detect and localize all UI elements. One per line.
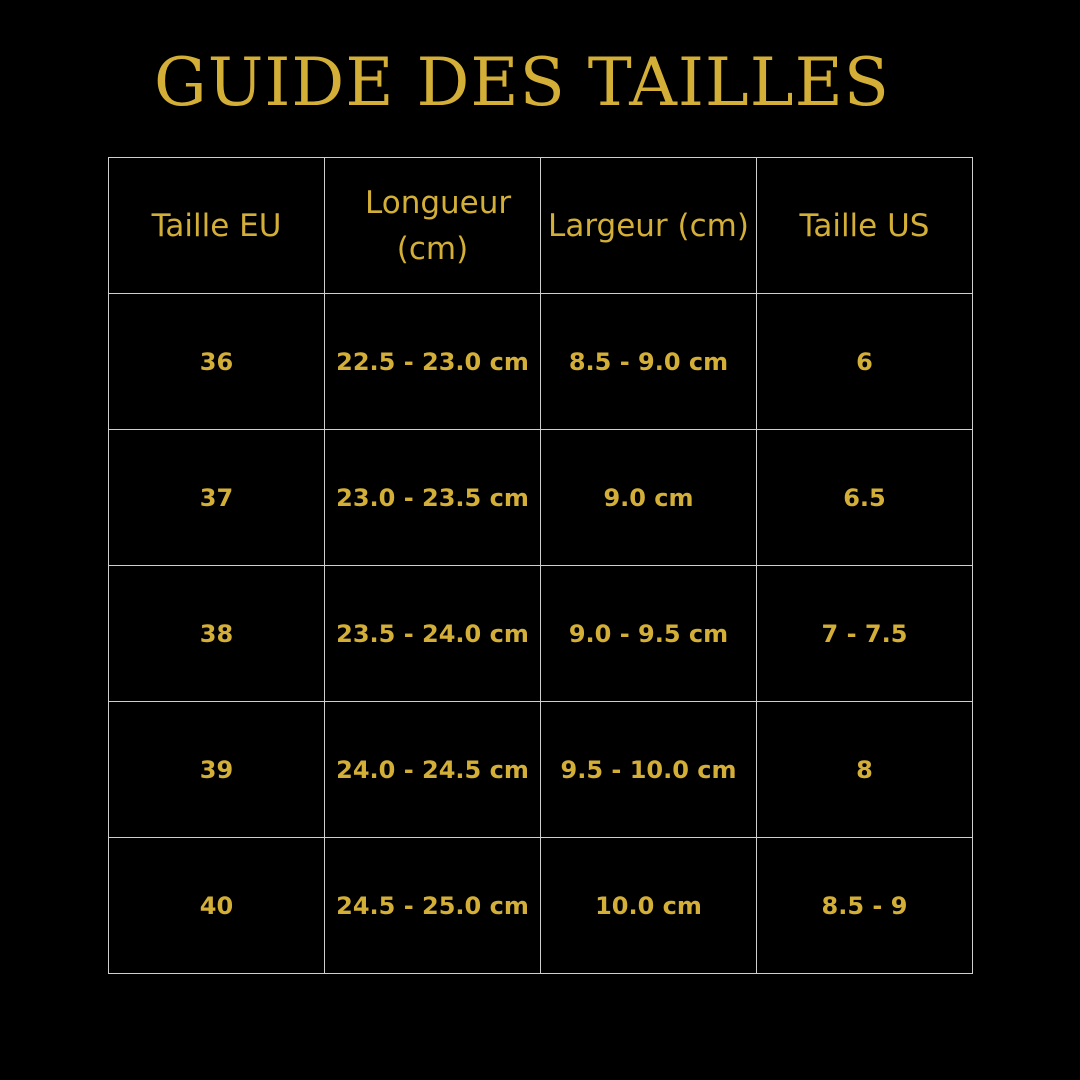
cell-taille-us: 8.5 - 9 (757, 838, 973, 974)
cell-largeur: 9.0 - 9.5 cm (541, 566, 757, 702)
cell-taille-eu: 39 (109, 702, 325, 838)
cell-taille-eu: 38 (109, 566, 325, 702)
cell-taille-eu: 36 (109, 294, 325, 430)
table-row (109, 566, 973, 702)
cell-longueur: 22.5 - 23.0 cm (325, 294, 541, 430)
table-row (109, 294, 973, 430)
cell-taille-us: 6 (757, 294, 973, 430)
cell-taille-eu: 37 (109, 430, 325, 566)
cell-taille-us: 8 (757, 702, 973, 838)
cell-taille-eu: 40 (109, 838, 325, 974)
table-row (109, 838, 973, 974)
size-table (108, 157, 973, 974)
cell-largeur: 9.5 - 10.0 cm (541, 702, 757, 838)
cell-taille-us: 7 - 7.5 (757, 566, 973, 702)
cell-largeur: 10.0 cm (541, 838, 757, 974)
cell-longueur: 24.0 - 24.5 cm (325, 702, 541, 838)
cell-largeur: 8.5 - 9.0 cm (541, 294, 757, 430)
cell-longueur: 23.0 - 23.5 cm (325, 430, 541, 566)
table-header-row (109, 158, 973, 294)
header-largeur: Largeur (cm) (541, 158, 757, 294)
header-longueur: Longueur (cm) (325, 158, 541, 294)
table-row (109, 702, 973, 838)
cell-largeur: 9.0 cm (541, 430, 757, 566)
page-title: GUIDE DES TAILLES (154, 44, 890, 121)
cell-longueur: 23.5 - 24.0 cm (325, 566, 541, 702)
table-row (109, 430, 973, 566)
cell-taille-us: 6.5 (757, 430, 973, 566)
cell-longueur: 24.5 - 25.0 cm (325, 838, 541, 974)
header-taille-us: Taille US (757, 158, 973, 294)
header-taille-eu: Taille EU (109, 158, 325, 294)
